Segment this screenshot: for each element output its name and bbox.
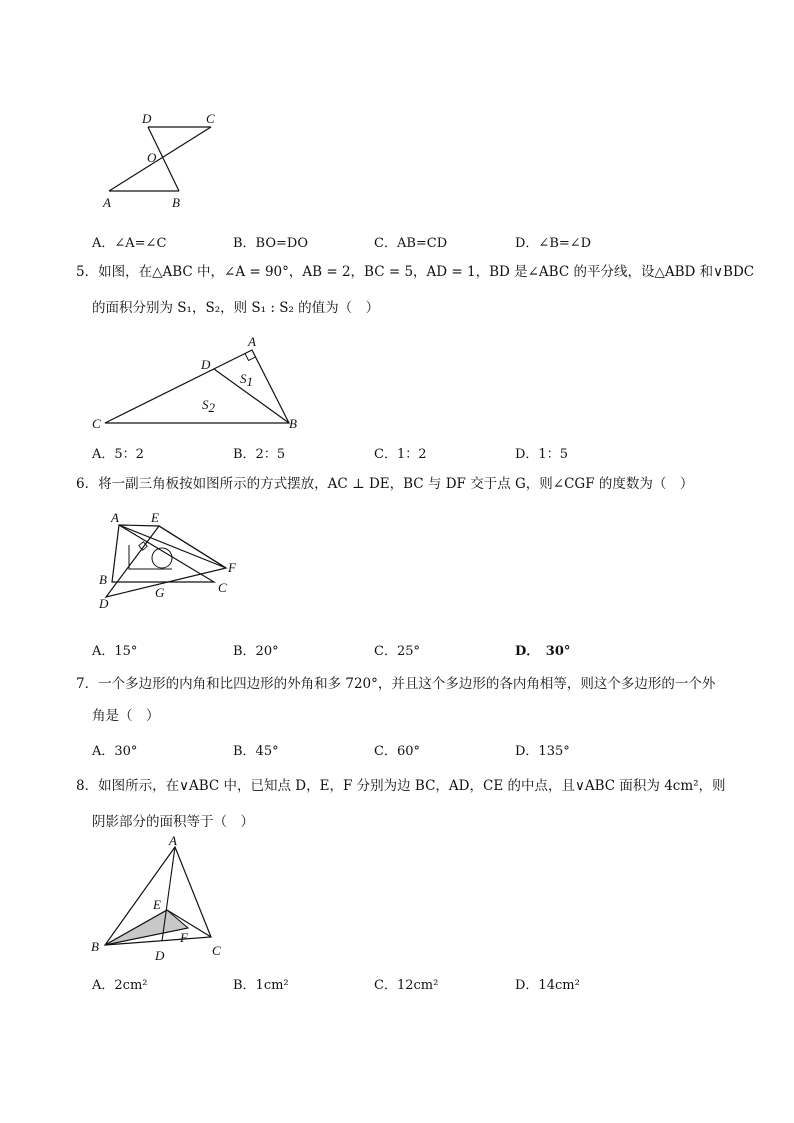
- q6-label-e: E: [151, 510, 159, 525]
- q7-option-a[interactable]: A．30°: [92, 744, 138, 759]
- q6-option-b[interactable]: B．20°: [233, 644, 279, 659]
- q6-option-d[interactable]: D． 30°: [515, 644, 571, 659]
- q5-option-a[interactable]: A．5：2: [92, 447, 144, 462]
- q4-option-d[interactable]: D．∠B=∠D: [515, 236, 592, 251]
- q4-option-c[interactable]: C．AB=CD: [374, 236, 448, 251]
- q5-triangle-abc: [105, 350, 289, 423]
- q6-option-a[interactable]: A．15°: [92, 644, 138, 659]
- q5-option-d[interactable]: D．1：5: [515, 447, 568, 462]
- q4-segment-ac: [109, 127, 211, 191]
- q4-label-o: O: [147, 150, 157, 165]
- q5-label-c: C: [92, 416, 101, 431]
- q8-label-e: E: [153, 897, 161, 912]
- q6-label-f: F: [228, 560, 236, 575]
- q6-label-a: A: [111, 510, 119, 525]
- q5-option-c[interactable]: C．1：2: [374, 447, 427, 462]
- q8-label-d: D: [155, 948, 165, 963]
- q6-triangle-abc: [112, 525, 214, 582]
- q6-label-b: B: [99, 572, 107, 587]
- q7-question-line-1: 7．一个多边形的内角和比四边形的外角和多 720°，并且这个多边形的各内角相等，则这个多边形的一个外: [76, 676, 716, 692]
- q4-option-b[interactable]: B．BO=DO: [233, 236, 308, 251]
- q5-figure: [85, 330, 305, 435]
- q7-option-d[interactable]: D．135°: [515, 744, 570, 759]
- q5-label-d: D: [201, 357, 211, 372]
- q8-label-f: F: [180, 930, 188, 945]
- q4-label-b: B: [172, 195, 180, 210]
- q6-question-line-1: 6．将一副三角板按如图所示的方式摆放，AC ⊥ DE，BC 与 DF 交于点 G，则∠CGF 的度数为（ ）: [76, 476, 694, 492]
- q7-option-c[interactable]: C．60°: [374, 744, 420, 759]
- q4-option-a[interactable]: A．∠A=∠C: [92, 236, 167, 251]
- q8-label-c: C: [212, 943, 221, 958]
- q4-label-a: A: [103, 195, 111, 210]
- q5-option-b[interactable]: B．2：5: [233, 447, 286, 462]
- q8-option-d[interactable]: D．14cm²: [515, 978, 580, 993]
- q5-question-line-1: 5．如图，在△ABC 中，∠A = 90°，AB = 2，BC = 5，AD = 1，BD 是∠ABC 的平分线，设△ABD 和∨BDC: [76, 264, 755, 280]
- q6-option-c[interactable]: C．25°: [374, 644, 420, 659]
- q6-triangle-def: [106, 526, 226, 597]
- q8-figure: [85, 835, 245, 965]
- q8-label-b: B: [91, 939, 99, 954]
- q8-option-c[interactable]: C．12cm²: [374, 978, 439, 993]
- q5-label-s2: S2: [202, 397, 215, 415]
- q5-label-b: B: [289, 416, 297, 431]
- q8-option-b[interactable]: B．1cm²: [233, 978, 289, 993]
- q8-label-a: A: [169, 835, 177, 848]
- q4-label-d: D: [142, 111, 152, 126]
- q6-label-d: D: [99, 596, 109, 611]
- q5-label-s1: S1: [240, 371, 253, 389]
- q6-label-c: C: [218, 580, 227, 595]
- q6-figure: [92, 505, 252, 615]
- q4-label-c: C: [206, 111, 215, 126]
- q6-triangle-ace: [119, 525, 226, 568]
- q8-option-a[interactable]: A．2cm²: [92, 978, 148, 993]
- q8-question-line-2: 阴影部分的面积等于（ ）: [92, 814, 254, 830]
- q5-label-a: A: [248, 334, 256, 349]
- q8-question-line-1: 8．如图所示，在∨ABC 中，已知点 D，E，F 分别为边 BC，AD，CE 的中点，且∨ABC 面积为 4cm²，则: [76, 778, 726, 794]
- q7-option-b[interactable]: B．45°: [233, 744, 279, 759]
- q7-question-line-2: 角是（ ）: [92, 708, 160, 724]
- q6-label-g: G: [155, 585, 165, 600]
- q4-figure: [95, 105, 235, 215]
- q5-question-line-2: 的面积分别为 S₁，S₂，则 S₁ : S₂ 的值为（ ）: [92, 300, 380, 316]
